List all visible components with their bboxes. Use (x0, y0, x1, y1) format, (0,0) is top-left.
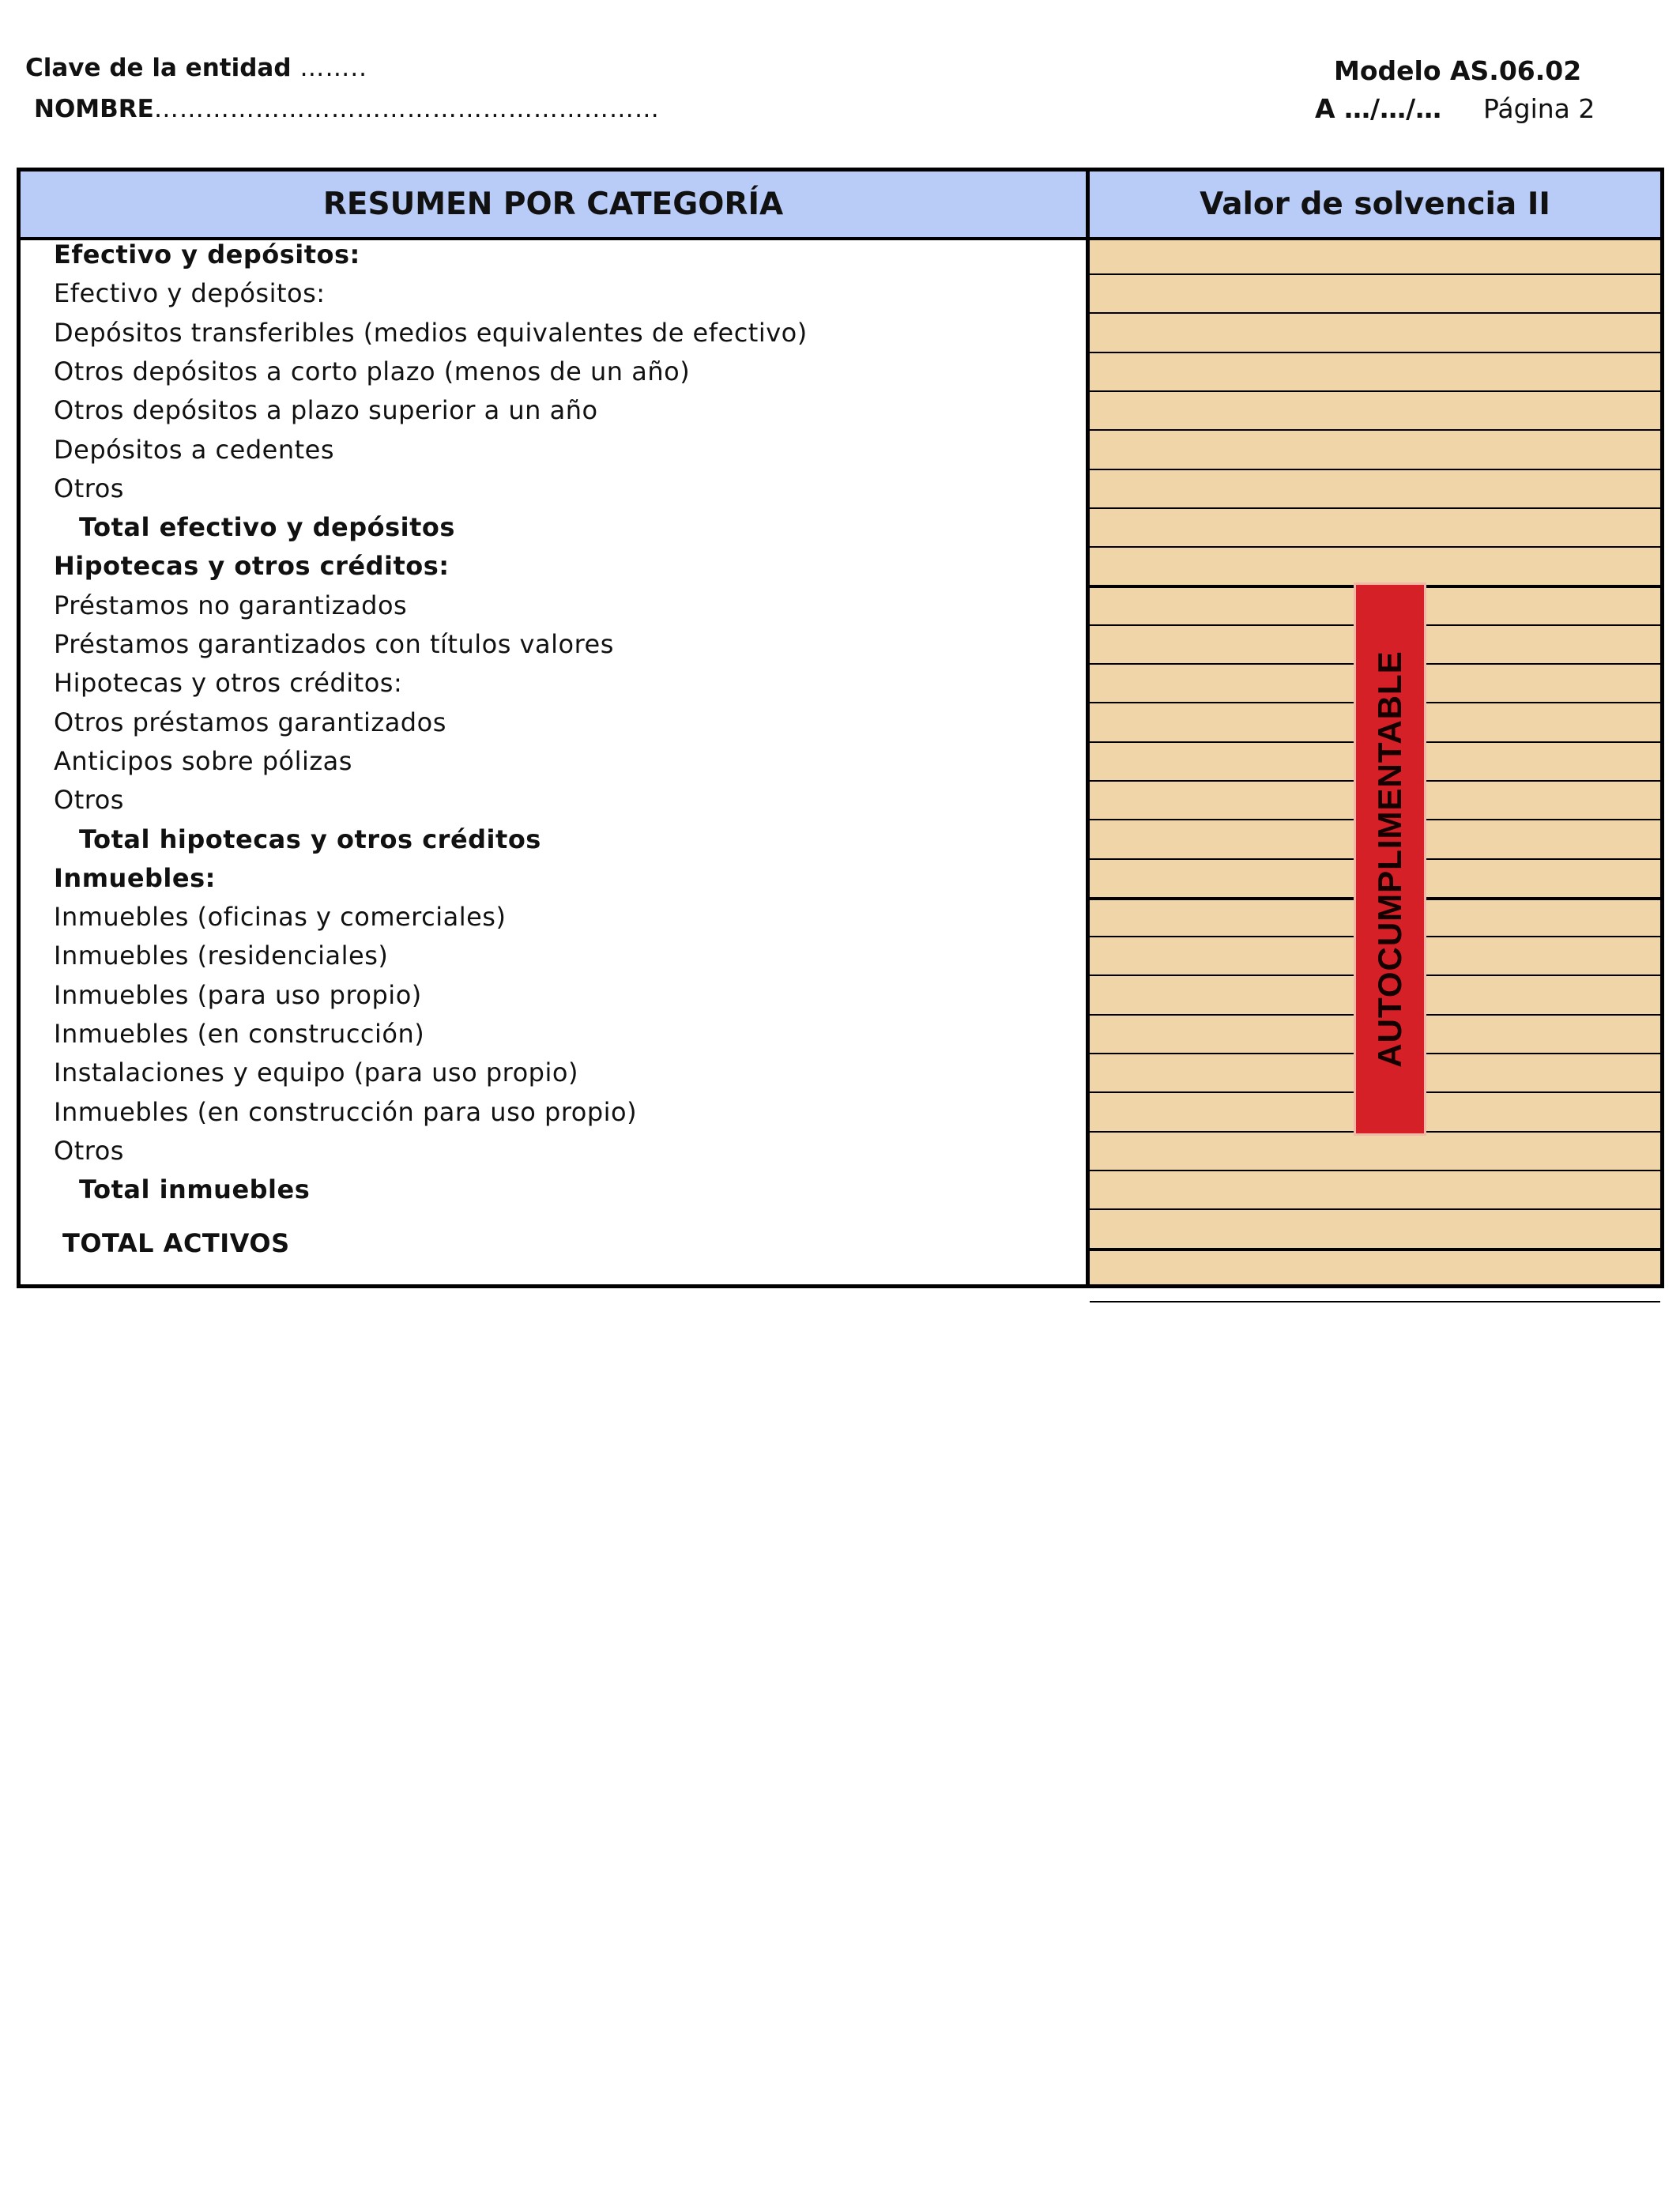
value-cell-border (1090, 1248, 1660, 1251)
category-row: Préstamos no garantizados (54, 590, 408, 620)
category-row: Inmuebles (oficinas y comerciales) (54, 902, 507, 933)
value-cell-border (1090, 312, 1660, 314)
value-cell-border (1090, 507, 1660, 509)
category-row: Depósitos transferibles (medios equivalentes de efectivo) (54, 317, 808, 348)
value-cell-border (1090, 1301, 1660, 1302)
subtotal-row: Total efectivo y depósitos (79, 512, 455, 543)
category-row: Anticipos sobre pólizas (54, 745, 352, 776)
category-column-header: RESUMEN POR CATEGORÍA (322, 187, 784, 222)
category-row: Instalaciones y equipo (para uso propio) (54, 1057, 578, 1088)
category-row: Otros préstamos garantizados (54, 707, 446, 737)
model-code: Modelo AS.06.02 (1334, 55, 1582, 86)
category-row: Depósitos a cedentes (54, 434, 334, 465)
section-heading: Inmuebles: (54, 862, 216, 893)
value-cell-border (1090, 429, 1660, 431)
value-cell-border (1090, 1170, 1660, 1171)
table-header (21, 172, 1660, 240)
subtotal-row: Total inmuebles (79, 1174, 311, 1205)
value-column-header: Valor de solvencia II (1200, 187, 1550, 222)
entity-key-dots: …….. (299, 54, 368, 82)
category-row: Efectivo y depósitos: (54, 278, 326, 309)
entity-name-label: NOMBRE (34, 95, 154, 123)
value-cell-border (1090, 390, 1660, 392)
category-row: Otros (54, 473, 124, 503)
entity-name-line (34, 95, 660, 123)
report-date: A …/…/… (1315, 93, 1442, 124)
category-row: Otros depósitos a corto plazo (menos de un año) (54, 356, 691, 386)
category-row: Otros (54, 785, 124, 816)
category-row: Inmuebles (en construcción para uso propio) (54, 1096, 638, 1127)
value-cell-border (1090, 546, 1660, 548)
value-cell-border (1090, 469, 1660, 470)
value-cell-border (1090, 352, 1660, 353)
column-divider (1086, 172, 1090, 1284)
entity-key-line (25, 54, 367, 82)
category-row: Inmuebles (en construcción) (54, 1019, 425, 1049)
autocumplimentable-stamp (1354, 582, 1426, 1136)
entity-name-dots: …………………………………………………… (153, 95, 660, 123)
subtotal-row: Total hipotecas y otros créditos (79, 824, 541, 854)
section-heading: Efectivo y depósitos: (54, 239, 360, 270)
category-row: Otros depósitos a plazo superior a un año (54, 395, 598, 426)
entity-key-label: Clave de la entidad (25, 54, 292, 82)
category-row: Inmuebles (para uso propio) (54, 979, 422, 1010)
stamp-label: AUTOCUMPLIMENTABLE (1371, 650, 1408, 1068)
page-number: Página 2 (1483, 93, 1595, 124)
section-heading: Hipotecas y otros créditos: (54, 551, 450, 582)
category-row: Otros (54, 1135, 124, 1166)
category-row: Préstamos garantizados con títulos valores (54, 629, 614, 659)
value-cell-border (1090, 273, 1660, 275)
category-row: Hipotecas y otros créditos: (54, 668, 403, 699)
grand-total-row: TOTAL ACTIVOS (62, 1227, 290, 1258)
category-row: Inmuebles (residenciales) (54, 941, 389, 971)
summary-table (17, 168, 1664, 1288)
value-cell-border (1090, 1208, 1660, 1210)
